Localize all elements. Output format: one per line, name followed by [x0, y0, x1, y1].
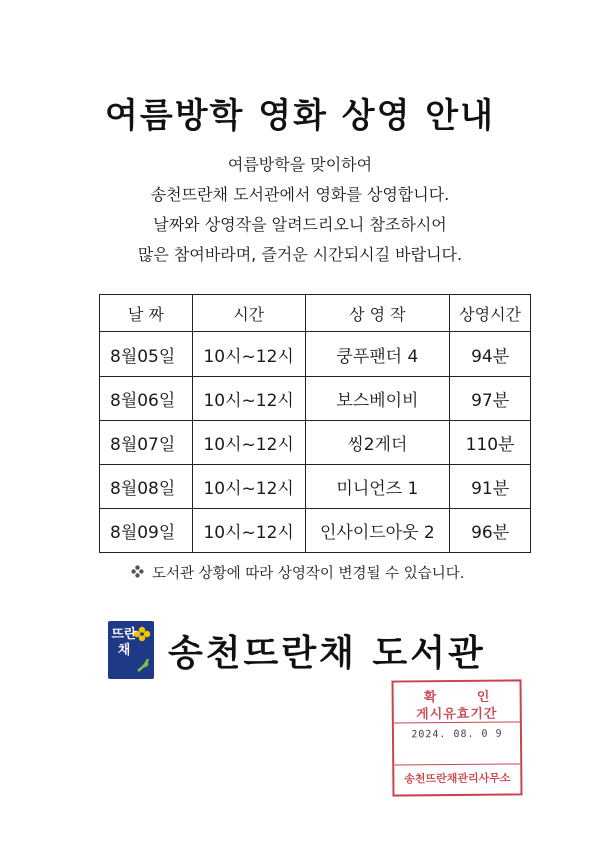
- cell-runtime: 96분: [450, 509, 531, 553]
- cell-runtime: 110분: [450, 421, 531, 465]
- intro-line: 많은 참여바라며, 즐거운 시간되시길 바랍니다.: [137, 245, 463, 264]
- table-row: [100, 377, 531, 421]
- header-date: 날 짜: [100, 295, 193, 332]
- cell-time: 10시~12시: [192, 509, 305, 553]
- cell-movie: 씽2게더: [305, 421, 450, 465]
- cell-date: 8월07일: [100, 421, 193, 465]
- cell-time: 10시~12시: [192, 421, 305, 465]
- cell-movie: 미니언즈 1: [305, 465, 450, 509]
- page-title: 여름방학 영화 상영 안내: [105, 96, 495, 136]
- cell-runtime: 94분: [450, 332, 531, 377]
- cell-time: 10시~12시: [192, 465, 305, 509]
- intro-line: 날짜와 상영작을 알려드리오니 참조하시어: [153, 215, 447, 234]
- cell-time: 10시~12시: [192, 332, 305, 377]
- cell-date: 8월06일: [100, 377, 193, 421]
- cell-time: 10시~12시: [192, 377, 305, 421]
- stamp-office: 송천뜨란채관리사무소: [404, 771, 511, 786]
- library-logo-mark-text: 뜨란채: [111, 627, 137, 658]
- stamp-confirm-label: 확 인: [423, 689, 508, 706]
- table-row: [100, 421, 531, 465]
- header-runtime: 상영시간: [450, 295, 531, 332]
- cell-date: 8월09일: [100, 509, 193, 553]
- cell-date: 8월05일: [100, 332, 193, 377]
- header-time: 시간: [192, 295, 305, 332]
- intro-line: 송천뜨란채 도서관에서 영화를 상영합니다.: [150, 185, 450, 204]
- intro-line: 여름방학을 맞이하여: [227, 155, 373, 174]
- cell-date: 8월08일: [100, 465, 193, 509]
- stamp-divider: [394, 763, 520, 765]
- intro-text: [0, 150, 600, 270]
- library-name: 송천뜨란채 도서관: [168, 632, 486, 674]
- library-logo: [108, 618, 486, 682]
- notice: [130, 562, 464, 583]
- cell-movie: 보스베이비: [305, 377, 450, 421]
- table-header-row: [100, 295, 531, 332]
- table-row: [100, 465, 531, 509]
- table-row: [100, 509, 531, 553]
- stamp-divider: [394, 721, 520, 723]
- schedule-table: [99, 294, 531, 553]
- cell-runtime: 97분: [450, 377, 531, 421]
- cell-movie: 쿵푸팬더 4: [305, 332, 450, 377]
- cell-runtime: 91분: [450, 465, 531, 509]
- header-movie: 상 영 작: [305, 295, 450, 332]
- posting-approval-stamp: [391, 679, 522, 796]
- cell-movie: 인사이드아웃 2: [305, 509, 450, 553]
- table-row: [100, 332, 531, 377]
- flower-bullet-icon: [130, 565, 144, 582]
- library-logo-mark: [108, 621, 154, 679]
- stamp-title: 게시유효기간: [416, 706, 498, 723]
- stamp-date: 2024. 08. 0 9: [411, 728, 503, 741]
- notice-text: 도서관 상황에 따라 상영작이 변경될 수 있습니다.: [152, 566, 465, 582]
